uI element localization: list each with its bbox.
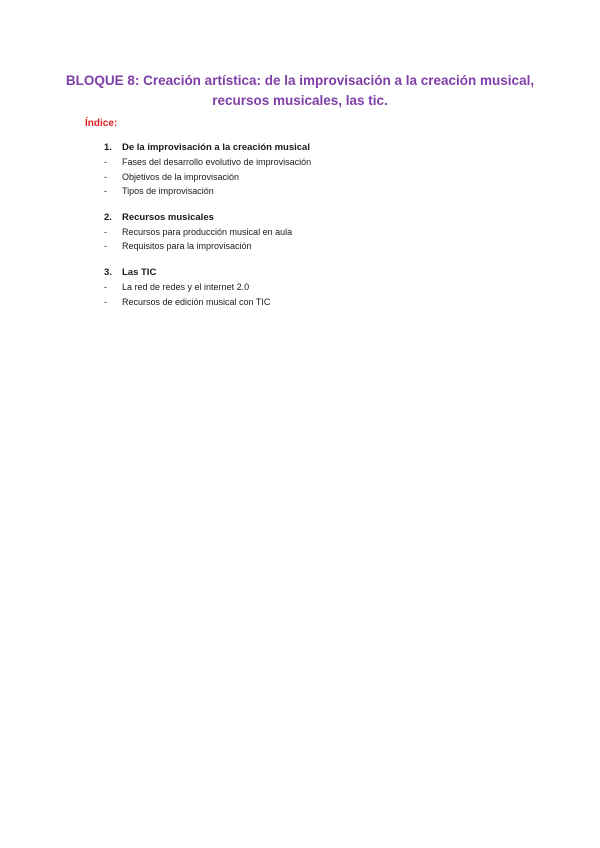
- list-item: [104, 280, 524, 295]
- section-heading: [104, 140, 524, 155]
- bullet-dash: -: [104, 241, 107, 252]
- toc-section-1: [104, 140, 524, 199]
- list-item: [104, 170, 524, 185]
- section-heading: [104, 210, 524, 225]
- title-line-2: recursos musicales, las tic.: [212, 93, 388, 108]
- list-item-text: Recursos para producción musical en aula: [122, 226, 293, 237]
- table-of-contents: [104, 140, 524, 320]
- section-number: 1.: [104, 142, 112, 153]
- toc-section-3: [104, 265, 524, 309]
- list-item-text: Fases del desarrollo evolutivo de improvisación: [122, 157, 312, 167]
- list-item: [104, 225, 524, 240]
- document-title: [40, 71, 560, 111]
- bullet-dash: -: [104, 157, 107, 167]
- list-item: [104, 155, 524, 170]
- list-item: [104, 295, 524, 310]
- list-item-text: Objetivos de la improvisación: [122, 171, 240, 182]
- list-item: [104, 239, 524, 254]
- bullet-dash: -: [104, 171, 107, 182]
- list-item-text: Requisitos para la improvisación: [122, 241, 252, 252]
- list-item-text: La red de redes y el internet 2.0: [122, 281, 250, 292]
- bullet-dash: -: [104, 296, 107, 307]
- toc-section-2: [104, 210, 524, 254]
- section-number: 3.: [104, 266, 112, 278]
- section-number: 2.: [104, 211, 112, 223]
- bullet-dash: -: [104, 186, 107, 197]
- section-title: Recursos musicales: [122, 211, 214, 223]
- title-line-1: BLOQUE 8: Creación artística: de la improvisación a la creación musical,: [65, 73, 535, 88]
- list-item-text: Tipos de improvisación: [122, 186, 214, 197]
- section-title: Las TIC: [122, 266, 157, 278]
- bullet-dash: -: [104, 281, 107, 292]
- index-label: Índice:: [85, 118, 118, 129]
- section-heading: [104, 265, 524, 280]
- list-item-text: Recursos de edición musical con TIC: [122, 296, 271, 307]
- bullet-dash: -: [104, 226, 107, 237]
- section-title: De la improvisación a la creación musical: [122, 142, 310, 153]
- list-item: [104, 184, 524, 199]
